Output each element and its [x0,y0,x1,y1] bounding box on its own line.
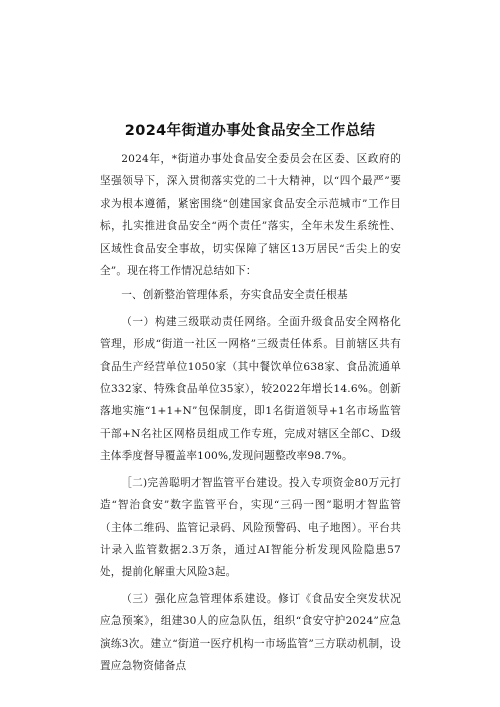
section-heading: 一、创新整治管理体系，夯实食品安全责任根基 [121,289,348,302]
document-body [100,148,401,677]
document-title: 2024年街道办事处食品安全工作总结 [124,123,376,139]
paragraph-1: （一）构建三级联动责任网络。全面升级食品安全网格化管理，形成“街道一社区一网格”三级责任体系。目前辖区共有食品生产经营单位1050家（其中餐饮单位638家、食品流通单位332家、特殊食品单位35家），较2022年增长14.6%。创新落地实施“1+1+N”包保制度，即1名街道领导+1名市场监管干部+N名社区网格员组成工作专班，完成对辖区全部C、D级主体季度督导覆盖率100%,发现问题整改率98.7%。 [100,315,401,463]
intro-paragraph: 2024年，*街道办事处食品安全委员会在区委、区政府的坚强领导下，深入贯彻落实党的二十大精神，以“四个最严”要求为根本遵循，紧密围绕“创建国家食品安全示范城市”工作目标，扎实推进食品安全“两个责任”落实，全年未发生系统性、区域性食品安全事故，切实保障了辖区13万居民“舌尖上的安全”。现在将工作情况总结如下： [100,153,401,278]
paragraph-3: （三）强化应急管理体系建设。修订《食品安全突发状况应急预案》，组建30人的应急队伍，组织“食安守护2024”应急演练3次。建立“街道一医疗机构一市场监管”三方联动机制，设置应急物资储备点 [100,592,401,672]
paragraph-2: ［二)完善聪明才智监管平台建设。投入专项资金80万元打造“智治食安”数字监管平台，实现“三码一图”聪明才智监管（主体二维码、监管记录码、风险预警码、电子地图）。平台共计录入监管数据2.3万条，通过AI智能分析发现风险隐患57处，提前化解重大风险3起。 [100,476,401,579]
